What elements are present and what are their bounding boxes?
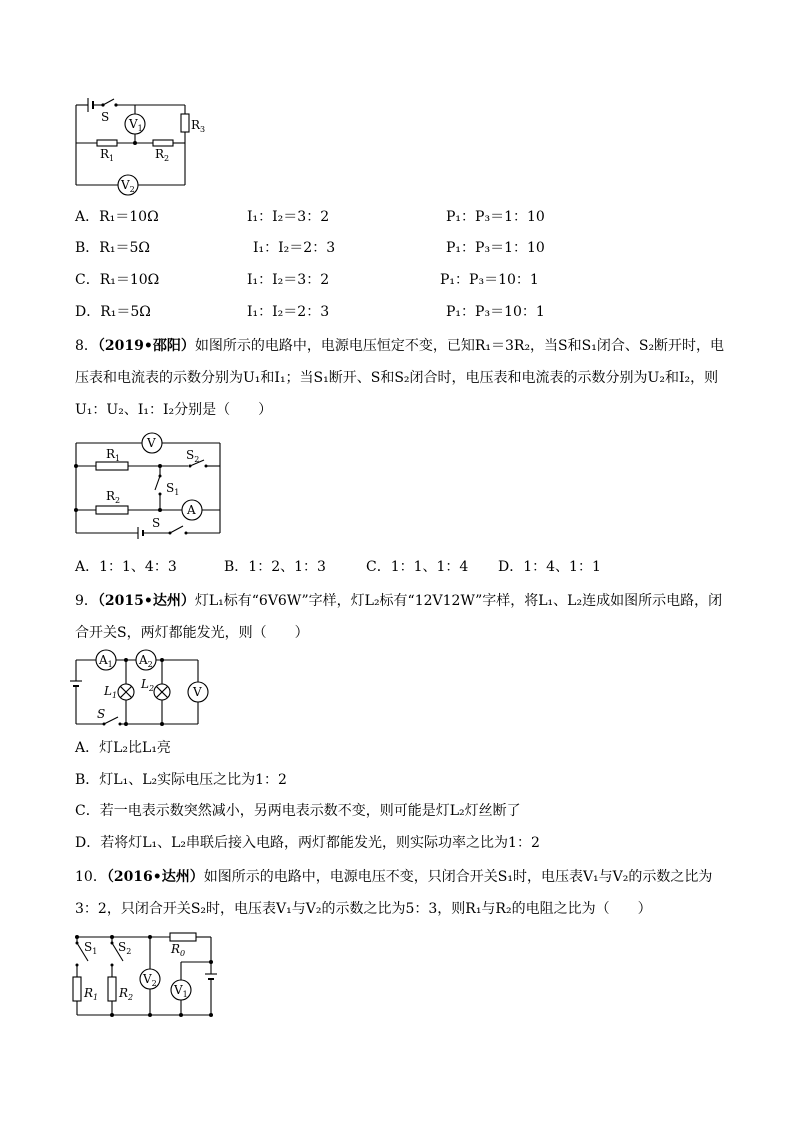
svg-text:R3: $R_3$ <box>191 118 206 134</box>
q9-option-a: A．灯L₂比L₁亮 <box>75 740 171 756</box>
q8-resistor-r1-icon <box>96 462 128 470</box>
svg-text:R1: $R_1$ <box>100 147 115 163</box>
q7-option-c-r: C．R₁＝10Ω <box>75 272 160 288</box>
svg-text:S: S <box>97 707 106 721</box>
q10-resistor-r0-icon <box>170 933 196 941</box>
svg-text:R1: $R_1$ <box>106 447 121 463</box>
q7-option-d <box>75 302 151 322</box>
svg-text:V2: $V_2$ <box>143 972 157 988</box>
q7-option-c <box>75 270 159 290</box>
q7-option-c-i: I₁：I₂＝3：2 <box>247 272 330 288</box>
q7-option-a <box>75 207 159 227</box>
svg-text:A: A <box>187 503 196 517</box>
q7-option-c-p: P₁：P₃＝10：1 <box>440 272 539 288</box>
q7-option-d-p: P₁：P₃＝10：1 <box>446 304 545 320</box>
q9-switch-icon <box>104 717 118 724</box>
q7-circuit-diagram <box>70 95 220 195</box>
svg-text:V2: $V_2$ <box>121 178 135 194</box>
q7-option-b <box>75 238 150 258</box>
svg-text:R2: $R_2$ <box>119 986 134 1002</box>
svg-text:R2: $R_2$ <box>106 489 121 505</box>
q10-resistor-r1-icon <box>73 977 81 1001</box>
q9-circuit-diagram <box>70 648 220 730</box>
q10-number: 10． <box>75 869 107 885</box>
q7-option-b-r: B．R₁＝5Ω <box>75 240 150 256</box>
q8-body: 如图所示的电路中，电源电压恒定不变，已知R₁＝3R₂，当S和S₁闭合、S₂断开时，电压表和电流表的示数分别为U₁和I₁；当S₁断开、S和S₂闭合时，电压表和电流表的示数分别为U₂和I₂，则U₁：U₂、I₁：I₂分别是（ ） <box>75 338 725 418</box>
svg-text:S1: $S_1$ <box>84 940 98 956</box>
q7-option-b-i: I₁：I₂＝2：3 <box>253 240 336 256</box>
svg-text:R2: $R_2$ <box>155 147 170 163</box>
svg-text:S: S <box>101 110 110 124</box>
svg-text:V1: $V_1$ <box>129 117 143 133</box>
q7-resistor-r3-icon <box>181 114 189 132</box>
q9-option-c: C．若一电表示数突然减小，另两电表示数不变，则可能是灯L₂灯丝断了 <box>75 803 521 819</box>
svg-text:R1: $R_1$ <box>84 986 99 1002</box>
q10-body: 如图所示的电路中，电源电压不变，只闭合开关S₁时，电压表V₁与V₂的示数之比为3：2，只闭合开关S₂时，电压表V₁与V₂的示数之比为5：3，则R₁与R₂的电阻之比为（ ） <box>75 869 713 917</box>
q8-number: 8． <box>75 338 98 354</box>
q8-circuit-diagram <box>70 428 230 538</box>
svg-text:S2: $S_2$ <box>118 940 132 956</box>
q7-option-d-r: D．R₁＝5Ω <box>75 304 151 320</box>
q9-question-text <box>75 585 725 649</box>
q10-source: （2016•达州） <box>106 869 204 885</box>
q7-option-d-i: I₁：I₂＝2：3 <box>247 304 330 320</box>
q8-resistor-r2-icon <box>96 506 128 514</box>
q8-question-text <box>75 330 725 426</box>
q8-option-d: D．1：4、1：1 <box>498 559 601 575</box>
q8-option-c: C．1：1、1：4 <box>366 559 469 575</box>
svg-text:R0: $R_0$ <box>171 942 186 958</box>
q9-body: 灯L₁标有“6V6W”字样，灯L₂标有“12V12W”字样，将L₁、L₂连成如图所示电路，闭合开关S，两灯都能发光，则（ ） <box>75 593 723 641</box>
q10-resistor-r2-icon <box>108 977 116 1001</box>
q8-switch-s-icon <box>170 526 183 533</box>
q10-question-text <box>75 861 725 925</box>
svg-text:V: V <box>147 436 156 450</box>
svg-text:S2: $S_2$ <box>186 448 200 464</box>
q10-circuit-diagram <box>70 925 230 1020</box>
q7-option-b-p: P₁：P₃＝1：10 <box>446 240 545 256</box>
q9-option-b: B．灯L₁、L₂实际电压之比为1：2 <box>75 772 287 788</box>
q7-option-a-r: A．R₁＝10Ω <box>75 209 159 225</box>
q7-switch-icon <box>103 99 114 105</box>
svg-text:S: S <box>152 516 161 530</box>
q9-number: 9． <box>75 593 98 609</box>
q8-source: （2019•邵阳） <box>97 338 195 354</box>
q7-option-a-p: P₁：P₃＝1：10 <box>446 209 545 225</box>
svg-text:L1: $L_1$ <box>104 684 118 700</box>
q9-source: （2015•达州） <box>97 593 195 609</box>
svg-text:S1: $S_1$ <box>166 481 180 497</box>
q8-option-a: A．1：1、4：3 <box>75 559 177 575</box>
q8-option-b: B．1：2、1：3 <box>224 559 326 575</box>
svg-text:V1: $V_1$ <box>174 983 188 999</box>
q9-option-d: D．若将灯L₁、L₂串联后接入电路，两灯都能发光，则实际功率之比为1：2 <box>75 835 540 851</box>
q7-resistor-r2-icon <box>153 140 173 146</box>
svg-text:V: V <box>193 685 202 699</box>
q7-resistor-r1-icon <box>97 140 117 146</box>
q8-switch-s1-icon <box>155 476 160 490</box>
svg-text:A2: $A_2$ <box>139 653 153 669</box>
svg-text:A1: $A_1$ <box>99 653 113 669</box>
svg-text:L2: $L_2$ <box>141 677 155 693</box>
q7-option-a-i: I₁：I₂＝3：2 <box>247 209 330 225</box>
